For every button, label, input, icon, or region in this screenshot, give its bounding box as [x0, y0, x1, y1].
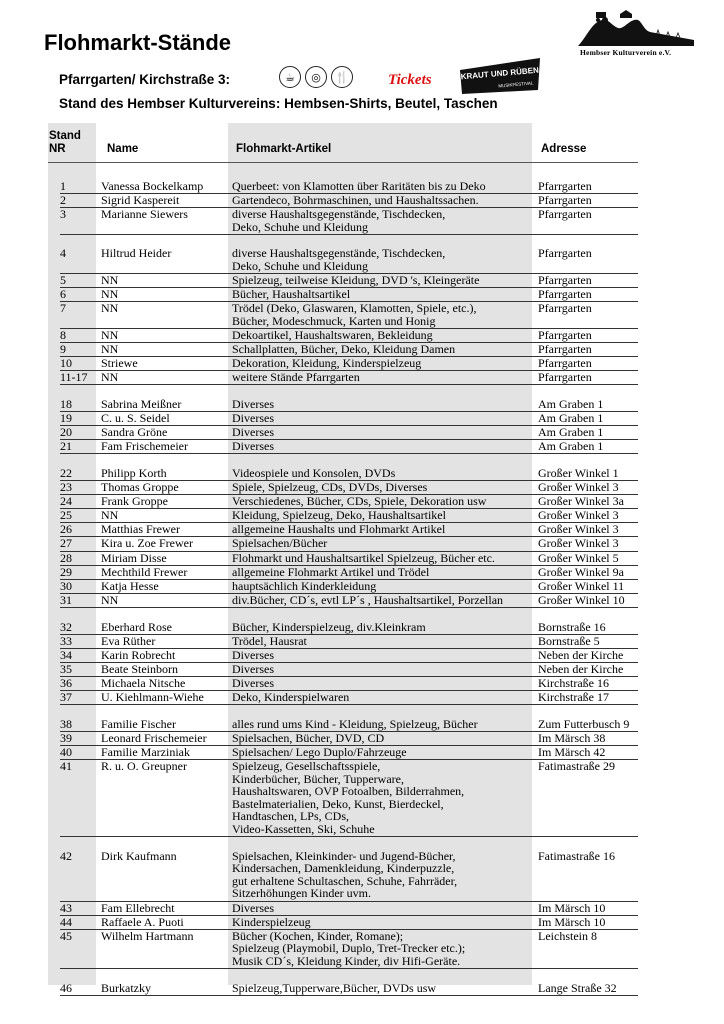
stand-number: 1 — [60, 179, 66, 193]
table-row — [0, 288, 724, 302]
table-row — [0, 580, 724, 594]
stand-name: Matthias Frewer — [101, 522, 180, 537]
stand-articles: Gartendeco, Bohrmaschinen, und Haushaltssachen. — [232, 193, 479, 208]
table-row — [0, 302, 724, 329]
stand-articles: div.Bücher, CD´s, evtl LP´s , Haushaltsartikel, Porzellan — [232, 592, 504, 607]
stand-name: Miriam Disse — [101, 550, 167, 565]
stand-address: Bornstraße 5 — [538, 633, 600, 648]
row-divider — [60, 968, 638, 969]
table-row — [0, 635, 724, 649]
stand-name: NN — [101, 592, 119, 607]
stand-number: 42 — [60, 848, 72, 863]
stand-number: 39 — [60, 730, 72, 745]
stand-articles: Bücher, Kinderspielzeug, div.Kleinkram — [232, 619, 426, 634]
stand-number: 11-17 — [60, 370, 88, 385]
stand-number: 18 — [60, 397, 72, 411]
stand-articles: Dekoartikel, Haushaltswaren, Bekleidung — [232, 328, 433, 343]
stand-articles: Dekoration, Kleidung, Kinderspielzeug — [232, 356, 422, 371]
stand-number: 8 — [60, 328, 66, 343]
stand-name: Sigrid Kaspereit — [101, 193, 180, 208]
table-row — [0, 663, 724, 677]
table-row — [0, 180, 724, 194]
stand-name: Vanessa Bockelkamp — [101, 179, 204, 193]
table-row — [0, 982, 724, 996]
table-row — [0, 426, 724, 440]
table-row — [0, 509, 724, 523]
table-row — [0, 495, 724, 509]
stand-address: Großer Winkel 10 — [538, 592, 625, 607]
stand-address: Im Märsch 42 — [538, 744, 606, 759]
table-row — [0, 398, 724, 412]
stand-name: Eva Rüther — [101, 633, 156, 648]
table-row — [0, 440, 724, 454]
stand-name: Philipp Korth — [101, 465, 167, 480]
table-row — [0, 467, 724, 481]
table-row — [0, 329, 724, 343]
stand-articles: Spielsachen/Bücher — [232, 536, 328, 551]
stand-articles: Spielzeug,Tupperware,Bücher, DVDs usw — [232, 980, 437, 995]
stand-address: Großer Winkel 3 — [538, 508, 619, 523]
stand-name: Fam Frischemeier — [101, 439, 188, 454]
stand-articles: Trödel, Hausrat — [232, 633, 307, 648]
stand-number: 22 — [60, 465, 72, 480]
stand-number: 41 — [60, 758, 72, 773]
table-row — [0, 732, 724, 746]
stand-address: Pfarrgarten — [538, 193, 592, 208]
stand-number: 35 — [60, 661, 72, 676]
stand-articles: Spiele, Spielzeug, CDs, DVDs, Diverses — [232, 480, 428, 495]
stand-articles: Bücher, Haushaltsartikel — [232, 287, 351, 302]
stand-name: Frank Groppe — [101, 494, 168, 509]
stand-name: Michaela Nitsche — [101, 675, 186, 690]
stand-number: 37 — [60, 689, 72, 704]
stand-articles: allgemeine Flohmarkt Artikel und Trödel — [232, 564, 430, 579]
column-header-artikel: Flohmarkt-Artikel — [236, 143, 332, 155]
stand-number: 36 — [60, 675, 72, 690]
stand-number: 6 — [60, 287, 66, 302]
stand-address: Am Graben 1 — [538, 397, 604, 411]
stand-articles: hauptsächlich Kinderkleidung — [232, 578, 377, 593]
food-icons — [279, 66, 353, 88]
stand-articles: Diverses — [232, 675, 274, 690]
table-row — [0, 523, 724, 537]
table-row — [0, 902, 724, 916]
stand-number: 19 — [60, 411, 72, 426]
stand-articles: Bücher (Kochen, Kinder, Romane); Spielzeug (Playmobil, Duplo, Tret-Trecker etc.); Musik CD´s, Kleidung Kinder, div Hifi-Geräte. — [232, 928, 466, 968]
stand-number: 2 — [60, 193, 66, 208]
row-divider — [60, 704, 638, 705]
table-row — [0, 343, 724, 357]
stand-name: Marianne Siewers — [101, 207, 188, 222]
cutlery-icon: 🍴 — [331, 66, 353, 88]
table-row — [0, 594, 724, 608]
stand-articles: Diverses — [232, 900, 274, 915]
festival-logo-text: KRAUT UND RÜBEN — [460, 65, 540, 82]
stand-address: Großer Winkel 3 — [538, 480, 619, 495]
stand-address: Großer Winkel 1 — [538, 465, 619, 480]
table-row — [0, 677, 724, 691]
row-divider — [60, 234, 638, 235]
column-header-name: Name — [107, 143, 139, 155]
stand-address: Großer Winkel 3a — [538, 494, 624, 509]
stand-articles: Diverses — [232, 397, 274, 411]
stand-articles: Flohmarkt und Haushaltsartikel Spielzeug, Bücher etc. — [232, 550, 495, 565]
stand-articles: Trödel (Deko, Glaswaren, Klamotten, Spiele, etc.), Bücher, Modeschmuck, Karten und Honig — [232, 301, 477, 328]
table-row — [0, 481, 724, 495]
stand-address: Pfarrgarten — [538, 287, 592, 302]
stand-address: Im Märsch 10 — [538, 914, 606, 929]
stand-name: Familie Fischer — [101, 716, 176, 731]
row-divider — [60, 836, 638, 837]
table-row — [0, 371, 724, 385]
club-logo-text: Hembser Kulturverein e.V. — [580, 48, 672, 57]
stand-articles: diverse Haushaltsgegenstände, Tischdecken, Deko, Schuhe und Kleidung — [232, 246, 446, 274]
stand-articles: Kleidung, Spielzeug, Deko, Haushaltsartikel — [232, 508, 446, 523]
stand-address: Pfarrgarten — [538, 246, 592, 261]
table-row — [0, 357, 724, 371]
stand-number: 46 — [60, 980, 72, 995]
stand-number: 28 — [60, 550, 72, 565]
stand-name: Thomas Groppe — [101, 480, 179, 495]
table-row — [0, 566, 724, 580]
stand-address: Großer Winkel 5 — [538, 550, 619, 565]
stand-address: Lange Straße 32 — [538, 980, 617, 995]
stand-articles: allgemeine Haushalts und Flohmarkt Artikel — [232, 522, 446, 537]
header-divider — [48, 162, 638, 163]
stand-name: NN — [101, 370, 119, 385]
stand-name: Familie Marziniak — [101, 744, 190, 759]
stand-name: NN — [101, 342, 119, 357]
stand-name: Raffaele A. Puoti — [101, 914, 184, 929]
row-divider — [60, 453, 638, 454]
stand-number: 3 — [60, 207, 66, 222]
stand-name: Wilhelm Hartmann — [101, 928, 194, 943]
stand-articles: Diverses — [232, 661, 274, 676]
stand-address: Im Märsch 38 — [538, 730, 606, 745]
stand-articles: Deko, Kinderspielwaren — [232, 689, 350, 704]
club-logo — [576, 8, 696, 48]
stand-name: Leonard Frischemeier — [101, 730, 207, 745]
column-header-stand: Stand NR — [49, 130, 81, 155]
stand-address: Großer Winkel 9a — [538, 564, 624, 579]
stand-address: Großer Winkel 3 — [538, 522, 619, 537]
stand-number: 24 — [60, 494, 72, 509]
stand-name: Eberhard Rose — [101, 619, 172, 634]
plate-icon: ◎ — [305, 66, 327, 88]
stand-number: 7 — [60, 301, 66, 316]
stand-name: Mechthild Frewer — [101, 564, 188, 579]
table-row — [0, 412, 724, 426]
stand-address: Großer Winkel 3 — [538, 536, 619, 551]
stand-articles: Videospiele und Konsolen, DVDs — [232, 465, 396, 480]
stand-address: Pfarrgarten — [538, 370, 592, 385]
stand-articles: Verschiedenes, Bücher, CDs, Spiele, Dekoration usw — [232, 494, 487, 509]
stand-name: C. u. S. Seidel — [101, 411, 170, 426]
row-divider — [60, 384, 638, 385]
stand-name: Sabrina Meißner — [101, 397, 182, 411]
stand-address: Großer Winkel 11 — [538, 578, 625, 593]
stand-address: Pfarrgarten — [538, 207, 592, 222]
stand-address: Am Graben 1 — [538, 411, 604, 426]
stand-address: Pfarrgarten — [538, 301, 592, 316]
tickets-label: Tickets — [388, 72, 432, 88]
stand-address: Am Graben 1 — [538, 439, 604, 454]
stand-number: 29 — [60, 564, 72, 579]
stand-address: Pfarrgarten — [538, 273, 592, 288]
stand-articles: Spielsachen, Bücher, DVD, CD — [232, 730, 385, 745]
stand-articles: Spielzeug, Gesellschaftsspiele, Kinderbücher, Bücher, Tupperware, Haushaltswaren, OVP Fotoalben, Bilderrahmen, Bastelmaterialien, Deko, Kunst, Bierdeckel, Handtaschen, LPs, CDs, Video-Kassetten, Ski, Schuhe — [232, 758, 465, 836]
page-title: Flohmarkt-Stände — [44, 30, 232, 55]
stand-articles: Diverses — [232, 411, 274, 426]
stand-name: NN — [101, 508, 119, 523]
row-divider — [60, 995, 638, 996]
stand-address: Pfarrgarten — [538, 356, 592, 371]
column-header-adresse: Adresse — [541, 143, 587, 155]
stand-address: Bornstraße 16 — [538, 619, 606, 634]
stand-address: Am Graben 1 — [538, 425, 604, 440]
stand-name: NN — [101, 287, 119, 302]
table-row — [0, 552, 724, 566]
stand-name: Fam Ellebrecht — [101, 900, 175, 915]
stand-address: Neben der Kirche — [538, 661, 624, 676]
stand-articles: Spielzeug, teilweise Kleidung, DVD 's, Kleingeräte — [232, 273, 480, 288]
stand-articles: Schallplatten, Bücher, Deko, Kleidung Damen — [232, 342, 456, 357]
table-row — [0, 718, 724, 732]
subtitle-location: Pfarrgarten/ Kirchstraße 3: — [59, 72, 231, 87]
table-row — [0, 691, 724, 705]
stand-name: NN — [101, 328, 119, 343]
stand-table — [0, 180, 724, 996]
festival-logo — [458, 56, 542, 96]
stand-name: Dirk Kaufmann — [101, 848, 177, 863]
stand-address: Neben der Kirche — [538, 647, 624, 662]
stand-articles: Kinderspielzeug — [232, 914, 311, 929]
table-row — [0, 746, 724, 760]
stand-number: 32 — [60, 619, 72, 634]
table-row — [0, 621, 724, 635]
stand-number: 4 — [60, 246, 66, 261]
stand-number: 34 — [60, 647, 72, 662]
stand-address: Kirchstraße 17 — [538, 689, 609, 704]
table-row — [0, 760, 724, 837]
subtitle-club-stand: Stand des Hembser Kulturvereins: Hembsen-Shirts, Beutel, Taschen — [59, 96, 498, 111]
stand-name: Striewe — [101, 356, 138, 371]
stand-number: 40 — [60, 744, 72, 759]
table-row — [0, 930, 724, 969]
stand-address: Pfarrgarten — [538, 328, 592, 343]
stand-address: Zum Futterbusch 9 — [538, 716, 630, 731]
stand-articles: Diverses — [232, 439, 274, 454]
stand-number: 31 — [60, 592, 72, 607]
stand-number: 30 — [60, 578, 72, 593]
table-row — [0, 247, 724, 274]
stand-name: Karin Robrecht — [101, 647, 176, 662]
stand-name: NN — [101, 301, 119, 316]
stand-number: 38 — [60, 716, 72, 731]
stand-articles: Diverses — [232, 647, 274, 662]
stand-number: 9 — [60, 342, 66, 357]
stand-name: Beate Steinborn — [101, 661, 178, 676]
stand-number: 23 — [60, 480, 72, 495]
table-row — [0, 274, 724, 288]
stand-address: Fatimastraße 16 — [538, 848, 615, 863]
stand-articles: Spielsachen/ Lego Duplo/Fahrzeuge — [232, 744, 407, 759]
stand-address: Im Märsch 10 — [538, 900, 606, 915]
stand-number: 27 — [60, 536, 72, 551]
stand-address: Pfarrgarten — [538, 342, 592, 357]
stand-articles: weitere Stände Pfarrgarten — [232, 370, 360, 385]
stand-name: Sandra Gröne — [101, 425, 168, 440]
stand-number: 26 — [60, 522, 72, 537]
stand-name: U. Kiehlmann-Wiehe — [101, 689, 204, 704]
stand-name: Hiltrud Heider — [101, 246, 172, 261]
table-row — [0, 916, 724, 930]
stand-name: Kira u. Zoe Frewer — [101, 536, 193, 551]
stand-number: 45 — [60, 928, 72, 943]
stand-articles: Querbeet: von Klamotten über Raritäten bis zu Deko — [232, 179, 486, 193]
stand-articles: Spielsachen, Kleinkinder- und Jugend-Bücher, Kindersachen, Damenkleidung, Kinderpuzzle, gut erhaltene Schultaschen, Schuhe, Fahrräder, Sitzerhöhungen Kinder uvm. — [232, 848, 458, 901]
stand-name: R. u. O. Greupner — [101, 758, 187, 773]
table-row — [0, 208, 724, 235]
stand-articles: diverse Haushaltsgegenstände, Tischdecken, Deko, Schuhe und Kleidung — [232, 207, 446, 234]
stand-number: 25 — [60, 508, 72, 523]
stand-number: 43 — [60, 900, 72, 915]
stand-address: Leichstein 8 — [538, 928, 597, 943]
table-row — [0, 649, 724, 663]
stand-name: Burkatzky — [101, 980, 151, 995]
stand-articles: Diverses — [232, 425, 274, 440]
table-row — [0, 537, 724, 551]
table-row — [0, 194, 724, 208]
stand-articles: alles rund ums Kind - Kleidung, Spielzeug, Bücher — [232, 716, 478, 731]
table-row — [0, 850, 724, 902]
stand-number: 20 — [60, 425, 72, 440]
coffee-icon: ☕ — [279, 66, 301, 88]
stand-number: 44 — [60, 914, 72, 929]
stand-address: Kirchstraße 16 — [538, 675, 609, 690]
stand-address: Fatimastraße 29 — [538, 758, 615, 773]
row-divider — [60, 607, 638, 608]
stand-number: 21 — [60, 439, 72, 454]
festival-logo-subtext: MUSIKFESTIVAL — [498, 80, 534, 89]
stand-address: Pfarrgarten — [538, 179, 592, 193]
stand-number: 5 — [60, 273, 66, 288]
stand-name: NN — [101, 273, 119, 288]
stand-name: Katja Hesse — [101, 578, 159, 593]
stand-number: 10 — [60, 356, 72, 371]
stand-number: 33 — [60, 633, 72, 648]
